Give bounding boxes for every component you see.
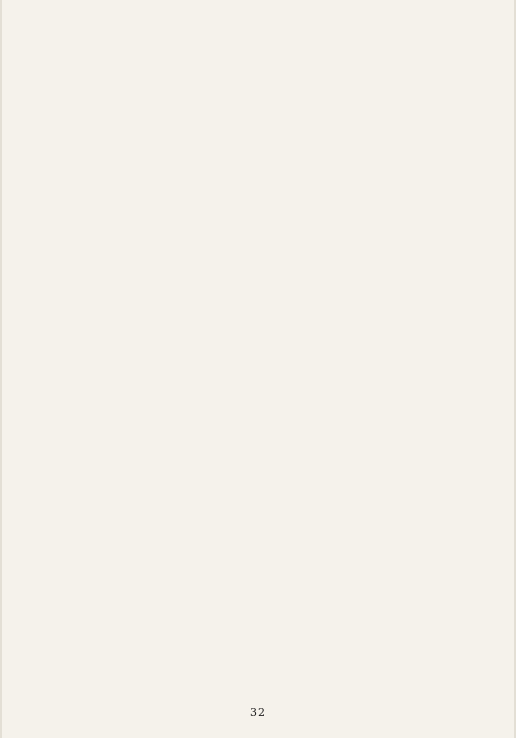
page-number: 32: [250, 706, 266, 719]
bottom-text-block: [34, 372, 484, 672]
page-edge-left: [0, 0, 2, 738]
top-text-block: [34, 30, 484, 350]
